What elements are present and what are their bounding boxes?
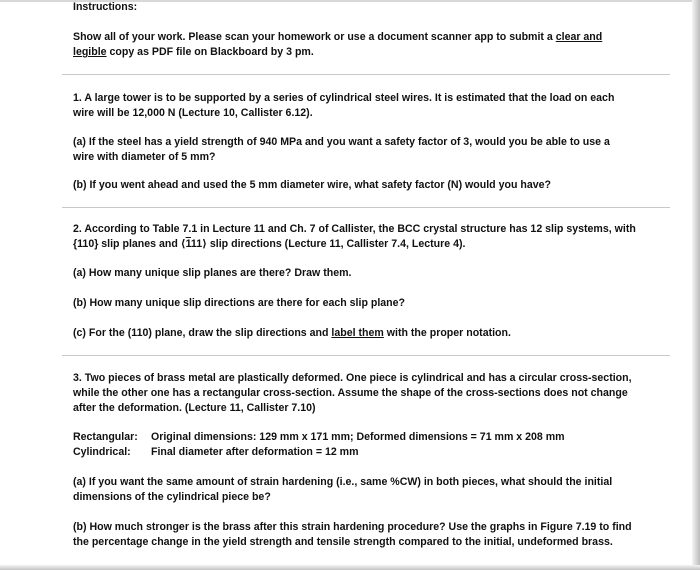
q3-rectangular-label: Rectangular: [73,431,138,443]
q3-cylindrical-value: Final diameter after deformation = 12 mm [151,446,359,458]
q2-overbar-index: 1 [185,238,191,250]
intro-underlined-word: legible [73,46,107,58]
intro-line-2 [73,45,314,60]
q2-part-b: (b) How many unique slip directions are there for each slip plane? [73,297,406,309]
section-divider [62,207,670,208]
q2-part-c-underlined: label them [331,327,384,339]
intro-text-end: copy as PDF file on Blackboard by 3 pm. [106,46,314,58]
q3-cylindrical-label: Cylindrical: [73,446,131,458]
q3-stem-line-1: 3. Two pieces of brass metal are plastically deformed. One piece is cylindrical and has a circular cross-section, [73,372,632,384]
section-divider [62,74,670,75]
q2-stem-text-end: 11⟩ slip directions (Lecture 11, Callister 7.4, Lecture 4). [190,238,466,250]
intro-text: Show all of your work. Please scan your homework or use a document scanner app to submit a [73,31,556,43]
q3-part-a-line-2: dimensions of the cylindrical piece be? [73,491,271,503]
q3-stem-line-2: while the other one has a rectangular cross-section. Assume the shape of the cross-sections does not change [73,387,628,399]
page-right-edge [692,0,700,570]
q3-cylindrical-row [73,445,359,460]
intro-underlined-phrase: clear and [555,31,603,43]
q1-part-a-line-2: wire with diameter of 5 mm? [73,151,216,163]
q3-part-a-line-1: (a) If you want the same amount of strain hardening (i.e., same %CW) in both pieces, what should the initial [73,476,613,488]
q2-stem-text: {110} slip planes and ⟨ [73,238,186,250]
q2-stem-line-1: 2. According to Table 7.1 in Lecture 11 and Ch. 7 of Callister, the BCC crystal structure has 12 slip systems, with [73,223,636,235]
intro-line-1 [73,30,602,45]
q3-part-b-line-1: (b) How much stronger is the brass after this strain hardening procedure? Use the graphs in Figure 7.19 to find [73,521,632,533]
q1-part-b: (b) If you went ahead and used the 5 mm diameter wire, what safety factor (N) would you have? [73,179,551,191]
q2-part-c [73,326,511,341]
q1-stem-line-1: 1. A large tower is to be supported by a series of cylindrical steel wires. It is estimated that the load on each [73,92,615,104]
q1-part-a-line-1: (a) If the steel has a yield strength of 940 MPa and you want a safety factor of 3, would you be able to use a [73,136,610,148]
q2-part-c-text: (c) For the (110) plane, draw the slip directions and [73,327,332,339]
q3-rectangular-value: Original dimensions: 129 mm x 171 mm; Deformed dimensions = 71 mm x 208 mm [151,431,565,443]
q3-part-b-line-2: the percentage change in the yield strength and tensile strength compared to the initial, undeformed brass. [73,536,613,548]
instructions-title: Instructions: [73,1,138,13]
q1-stem-line-2: wire will be 12,000 N (Lecture 10, Callister 6.12). [73,107,313,119]
page-bottom-edge [0,565,700,570]
q2-stem-line-2 [73,237,465,252]
section-divider [62,355,670,356]
q2-part-a: (a) How many unique slip planes are there? Draw them. [73,267,352,279]
q2-part-c-text-end: with the proper notation. [383,327,511,339]
q3-stem-line-3: after the deformation. (Lecture 11, Callister 7.10) [73,402,316,414]
q3-rectangular-row [73,430,565,445]
